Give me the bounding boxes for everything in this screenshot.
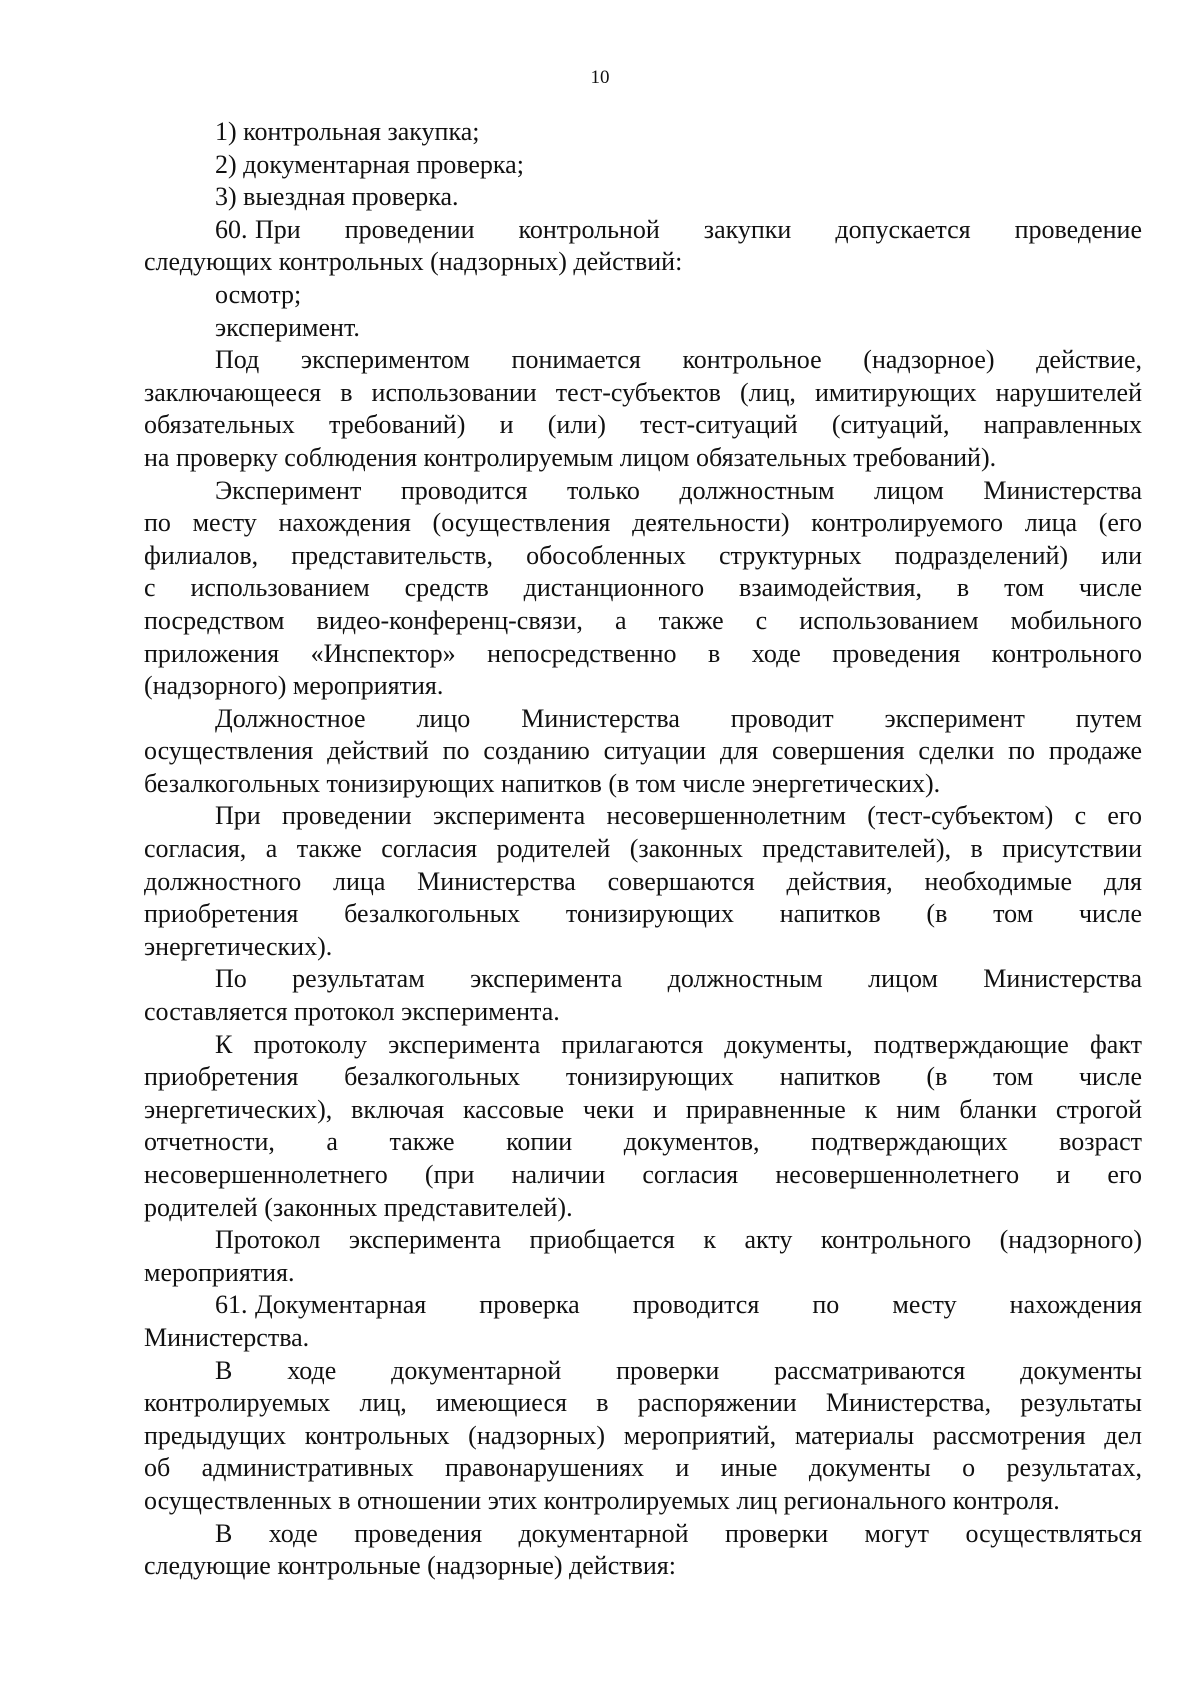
paragraph-line: 3) выездная проверка.	[215, 182, 459, 212]
paragraph-line-block	[144, 1322, 1142, 1355]
paragraph-line-block	[144, 377, 1142, 410]
paragraph-line: эксперимент.	[215, 312, 360, 342]
paragraph-line-block	[144, 1192, 1142, 1225]
paragraph-line: на проверку соблюдения контролируемым лицом обязательных требований).	[144, 442, 997, 472]
paragraph-line-block	[144, 963, 1142, 996]
paragraph-line: 2) документарная проверка;	[215, 149, 524, 179]
paragraph-line: осмотр;	[215, 279, 302, 309]
paragraph-line-block	[144, 833, 1142, 866]
paragraph-line-block	[144, 475, 1142, 508]
document-body	[144, 116, 1142, 1583]
paragraph-line: К протоколу эксперимента прилагаются документы, подтверждающие факт	[215, 1029, 1142, 1059]
paragraph-line-block	[144, 1257, 1142, 1290]
paragraph-line: В ходе проведения документарной проверки могут осуществляться	[215, 1518, 1142, 1548]
paragraph-line: Документарная проверка проводится по месту нахождения	[255, 1290, 1142, 1320]
paragraph-line: предыдущих контрольных (надзорных) мероприятий, материалы рассмотрения дел	[144, 1420, 1142, 1450]
paragraph-line: приложения «Инспектор» непосредственно в ходе проведения контрольного	[144, 638, 1142, 668]
clause-60-line	[144, 214, 1142, 247]
paragraph-line: составляется протокол эксперимента.	[144, 997, 560, 1027]
paragraph-line-block	[144, 638, 1142, 671]
paragraph-line: посредством видео-конференц-связи, а также с использованием мобильного	[144, 605, 1142, 635]
paragraph-line-block	[144, 931, 1142, 964]
paragraph-line: осуществленных в отношении этих контролируемых лиц регионального контроля.	[144, 1485, 1060, 1515]
clause-61-line	[144, 1289, 1142, 1322]
paragraph-line: должностного лица Министерства совершаются действия, необходимые для	[144, 866, 1142, 896]
paragraph-line-block	[144, 1550, 1142, 1583]
paragraph-line-block	[144, 605, 1142, 638]
paragraph-line-block	[144, 1126, 1142, 1159]
paragraph-line: (надзорного) мероприятия.	[144, 671, 444, 701]
paragraph-line: родителей (законных представителей).	[144, 1192, 573, 1222]
paragraph-line: филиалов, представительств, обособленных структурных подразделений) или	[144, 540, 1142, 570]
action-item	[144, 279, 1142, 312]
paragraph-line: Под экспериментом понимается контрольное (надзорное) действие,	[215, 345, 1142, 375]
paragraph-line-block	[144, 1485, 1142, 1518]
paragraph-line: Министерства.	[144, 1322, 310, 1352]
paragraph-line: При проведении контрольной закупки допускается проведение	[255, 214, 1142, 244]
list-item-3	[144, 181, 1142, 214]
paragraph-line: следующих контрольных (надзорных) действий:	[144, 247, 683, 277]
paragraph-line: мероприятия.	[144, 1257, 295, 1287]
paragraph-line-block	[144, 507, 1142, 540]
paragraph-line-block	[144, 996, 1142, 1029]
paragraph-line-block	[144, 1387, 1142, 1420]
paragraph-line: По результатам эксперимента должностным лицом Министерства	[215, 964, 1142, 994]
paragraph-line-block	[144, 1094, 1142, 1127]
paragraph-line-block	[144, 572, 1142, 605]
paragraph-line: заключающееся в использовании тест-субъектов (лиц, имитирующих нарушителей	[144, 377, 1142, 407]
paragraph-line-block	[144, 540, 1142, 573]
paragraph-line: согласия, а также согласия родителей (законных представителей), в присутствии	[144, 834, 1142, 864]
clause-number: 60.	[215, 214, 248, 244]
paragraph-line: Эксперимент проводится только должностным лицом Министерства	[215, 475, 1142, 505]
paragraph-line-block	[144, 246, 1142, 279]
paragraph-line: В ходе документарной проверки рассматриваются документы	[215, 1355, 1142, 1385]
paragraph-line-block	[144, 1452, 1142, 1485]
paragraph-line-block	[144, 1224, 1142, 1257]
paragraph-line-block	[144, 898, 1142, 931]
page-number: 10	[590, 67, 610, 88]
paragraph-line-block	[144, 800, 1142, 833]
paragraph-line: Протокол эксперимента приобщается к акту контрольного (надзорного)	[215, 1225, 1142, 1255]
action-item	[144, 312, 1142, 345]
paragraph-line: обязательных требований) и (или) тест-ситуаций (ситуаций, направленных	[144, 410, 1142, 440]
paragraph-line: следующие контрольные (надзорные) действия:	[144, 1551, 676, 1581]
paragraph-line: энергетических), включая кассовые чеки и приравненные к ним бланки строгой	[144, 1094, 1142, 1124]
paragraph-line: с использованием средств дистанционного взаимодействия, в том числе	[144, 573, 1142, 603]
paragraph-line: приобретения безалкогольных тонизирующих напитков (в том числе	[144, 1062, 1142, 1092]
paragraph-line: При проведении эксперимента несовершеннолетним (тест-субъектом) с его	[215, 801, 1142, 831]
paragraph-line-block	[144, 1355, 1142, 1388]
paragraph-line: несовершеннолетнего (при наличии согласия несовершеннолетнего и его	[144, 1160, 1142, 1189]
paragraph-line: приобретения безалкогольных тонизирующих напитков (в том числе	[144, 899, 1142, 929]
paragraph-line-block	[144, 409, 1142, 442]
list-item-1	[144, 116, 1142, 149]
paragraph-line-block	[144, 344, 1142, 377]
paragraph-line: энергетических).	[144, 931, 333, 961]
paragraph-line-block	[144, 1061, 1142, 1094]
paragraph-line: 1) контрольная закупка;	[215, 117, 480, 146]
paragraph-line: отчетности, а также копии документов, подтверждающих возраст	[144, 1127, 1142, 1157]
paragraph-line-block	[144, 670, 1142, 703]
clause-number: 61.	[215, 1290, 248, 1320]
paragraph-line: Должностное лицо Министерства проводит эксперимент путем	[215, 703, 1142, 733]
paragraph-line-block	[144, 1420, 1142, 1453]
paragraph-line-block	[144, 1159, 1142, 1192]
paragraph-line-block	[144, 1029, 1142, 1062]
paragraph-line: осуществления действий по созданию ситуации для совершения сделки по продаже	[144, 736, 1142, 766]
paragraph-line: контролируемых лиц, имеющиеся в распоряжении Министерства, результаты	[144, 1388, 1142, 1418]
paragraph-line-block	[144, 703, 1142, 736]
paragraph-line-block	[144, 768, 1142, 801]
list-item-2	[144, 149, 1142, 182]
paragraph-line: по месту нахождения (осуществления деятельности) контролируемого лица (его	[144, 508, 1142, 538]
paragraph-line: об административных правонарушениях и иные документы о результатах,	[144, 1453, 1142, 1483]
paragraph-line-block	[144, 442, 1142, 475]
paragraph-line: безалкогольных тонизирующих напитков (в том числе энергетических).	[144, 768, 941, 798]
paragraph-line-block	[144, 735, 1142, 768]
paragraph-line-block	[144, 1518, 1142, 1551]
paragraph-line-block	[144, 866, 1142, 899]
